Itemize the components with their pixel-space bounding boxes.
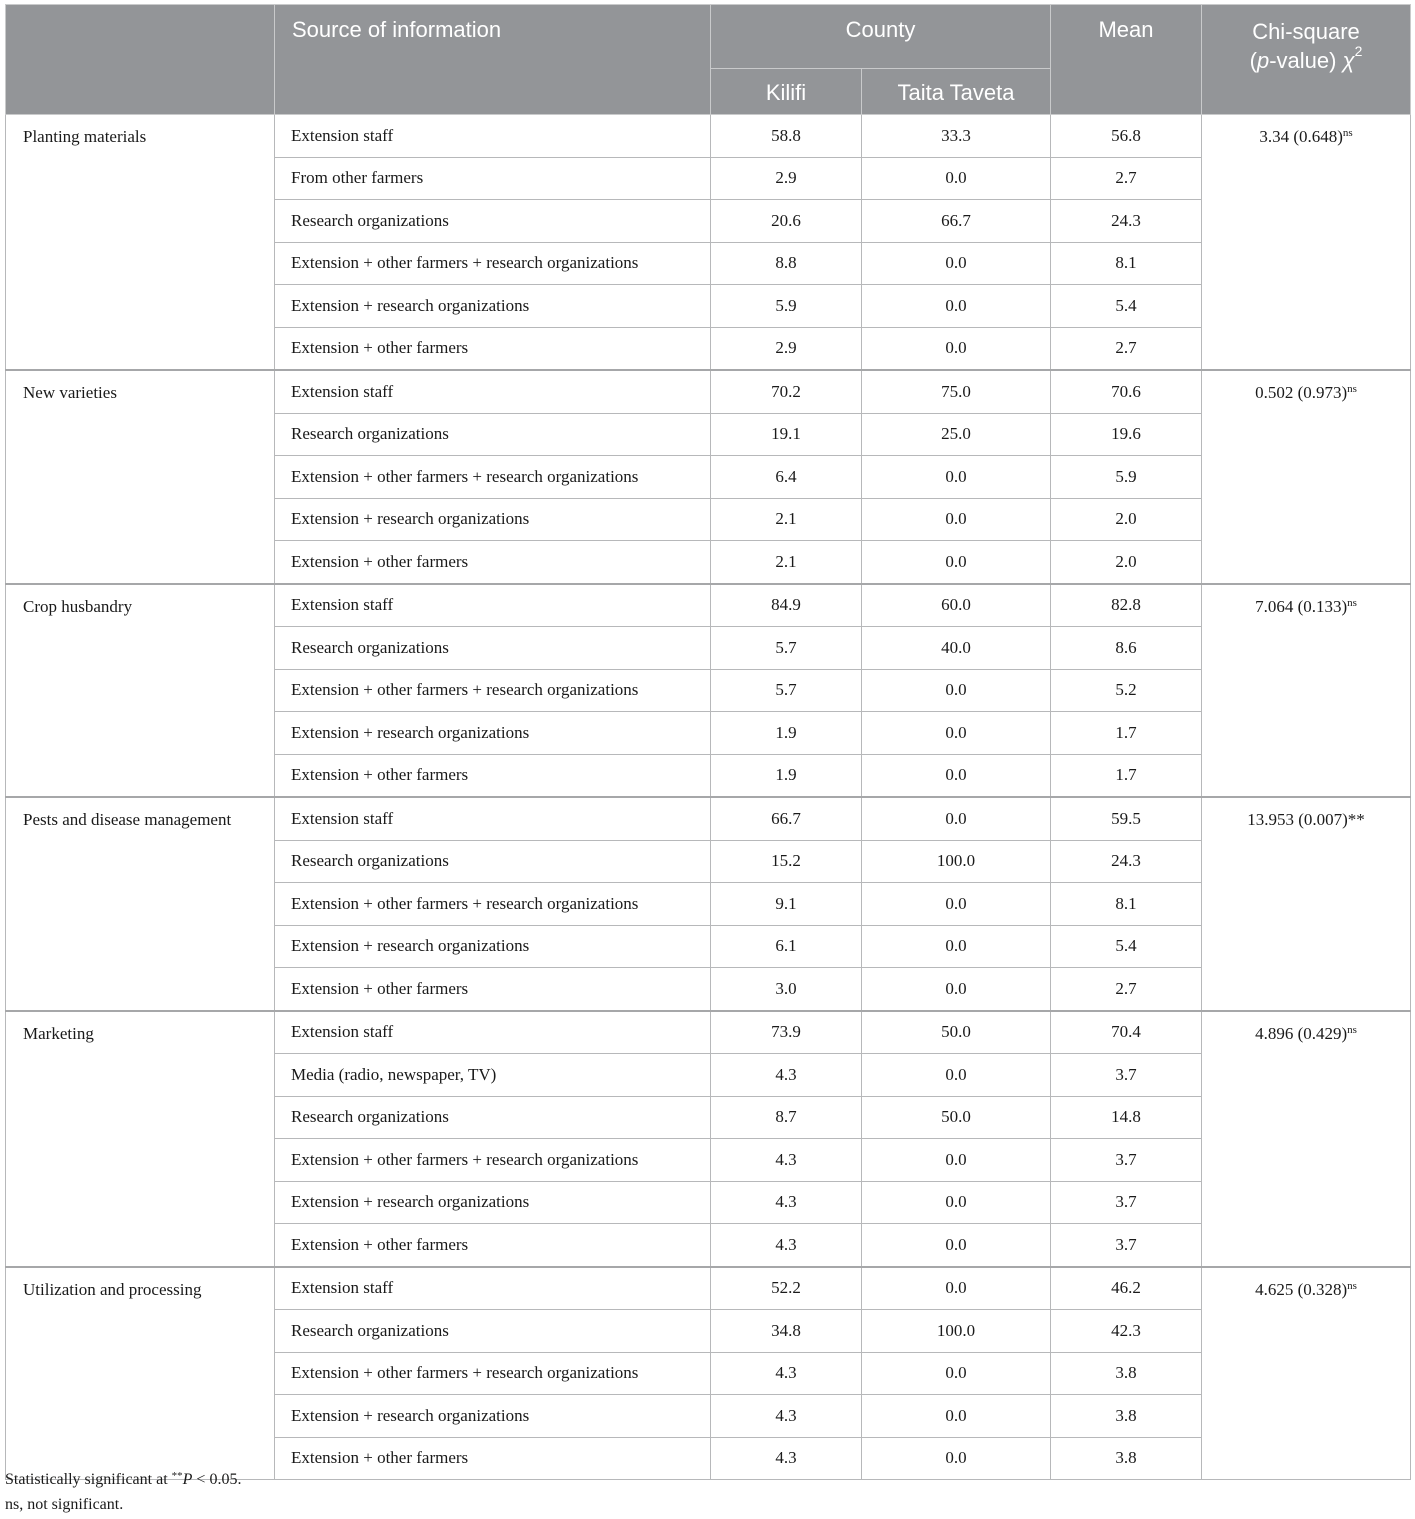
mean-cell: 24.3 [1051, 200, 1202, 243]
kilifi-cell: 2.1 [711, 541, 862, 584]
mean-cell: 2.0 [1051, 541, 1202, 584]
header-mean: Mean [1051, 5, 1202, 115]
taita-taveta-cell: 0.0 [862, 754, 1051, 797]
kilifi-cell: 66.7 [711, 797, 862, 840]
chi-square-cell [1202, 115, 1411, 371]
source-cell: Extension staff [275, 797, 711, 840]
kilifi-cell: 4.3 [711, 1139, 862, 1182]
chi-square-value: 13.953 (0.007)** [1247, 810, 1365, 829]
table-row [6, 370, 1411, 413]
mean-cell: 19.6 [1051, 413, 1202, 456]
footnote-significance [5, 1467, 241, 1492]
mean-cell: 5.4 [1051, 925, 1202, 968]
source-cell: Extension + other farmers + research organizations [275, 1352, 711, 1395]
kilifi-cell: 52.2 [711, 1267, 862, 1310]
category-cell: Marketing [6, 1011, 275, 1267]
mean-cell: 56.8 [1051, 115, 1202, 158]
mean-cell: 2.7 [1051, 327, 1202, 370]
source-cell: Extension + other farmers + research organizations [275, 242, 711, 285]
taita-taveta-cell: 0.0 [862, 1224, 1051, 1267]
kilifi-cell: 58.8 [711, 115, 862, 158]
kilifi-cell: 5.9 [711, 285, 862, 328]
category-cell: Crop husbandry [6, 584, 275, 798]
header-chi-symbol: χ [1342, 48, 1355, 73]
taita-taveta-cell: 0.0 [862, 883, 1051, 926]
kilifi-cell: 73.9 [711, 1011, 862, 1054]
information-sources-table [5, 4, 1411, 1480]
taita-taveta-cell: 33.3 [862, 115, 1051, 158]
taita-taveta-cell: 0.0 [862, 1437, 1051, 1480]
taita-taveta-cell: 0.0 [862, 327, 1051, 370]
kilifi-cell: 34.8 [711, 1310, 862, 1353]
source-cell: From other farmers [275, 157, 711, 200]
category-cell: New varieties [6, 370, 275, 584]
chi-square-value: 4.896 (0.429) [1255, 1023, 1348, 1043]
mean-cell: 3.8 [1051, 1395, 1202, 1438]
footnote-stars: ** [171, 1470, 183, 1482]
chi-square-cell [1202, 370, 1411, 584]
category-cell: Planting materials [6, 115, 275, 371]
kilifi-cell: 4.3 [711, 1352, 862, 1395]
source-cell: Extension staff [275, 584, 711, 627]
taita-taveta-cell: 0.0 [862, 456, 1051, 499]
mean-cell: 70.4 [1051, 1011, 1202, 1054]
source-cell: Extension + other farmers [275, 541, 711, 584]
footnote-ns: ns, not significant. [5, 1496, 124, 1513]
significance-mark: ns [1347, 596, 1357, 609]
source-cell: Extension + research organizations [275, 1181, 711, 1224]
taita-taveta-cell: 0.0 [862, 498, 1051, 541]
mean-cell: 3.7 [1051, 1054, 1202, 1097]
taita-taveta-cell: 60.0 [862, 584, 1051, 627]
header-taita-taveta: Taita Taveta [862, 69, 1051, 115]
kilifi-cell: 4.3 [711, 1224, 862, 1267]
taita-taveta-cell: 0.0 [862, 285, 1051, 328]
kilifi-cell: 6.4 [711, 456, 862, 499]
footnote-rest: < 0.05. [192, 1471, 242, 1488]
significance-mark: ns [1347, 1023, 1357, 1036]
source-cell: Extension + other farmers [275, 1437, 711, 1480]
taita-taveta-cell: 50.0 [862, 1096, 1051, 1139]
mean-cell: 70.6 [1051, 370, 1202, 413]
taita-taveta-cell: 50.0 [862, 1011, 1051, 1054]
taita-taveta-cell: 75.0 [862, 370, 1051, 413]
table-row [6, 1011, 1411, 1054]
kilifi-cell: 3.0 [711, 968, 862, 1011]
kilifi-cell: 8.8 [711, 242, 862, 285]
mean-cell: 1.7 [1051, 712, 1202, 755]
taita-taveta-cell: 100.0 [862, 1310, 1051, 1353]
taita-taveta-cell: 25.0 [862, 413, 1051, 456]
kilifi-cell: 8.7 [711, 1096, 862, 1139]
taita-taveta-cell: 0.0 [862, 1054, 1051, 1097]
taita-taveta-cell: 0.0 [862, 541, 1051, 584]
source-cell: Extension + other farmers + research organizations [275, 456, 711, 499]
kilifi-cell: 5.7 [711, 669, 862, 712]
kilifi-cell: 2.9 [711, 157, 862, 200]
table-row [6, 797, 1411, 840]
source-cell: Extension + other farmers + research organizations [275, 669, 711, 712]
kilifi-cell: 1.9 [711, 754, 862, 797]
chi-square-value: 4.625 (0.328) [1255, 1279, 1348, 1299]
kilifi-cell: 5.7 [711, 627, 862, 670]
taita-taveta-cell: 0.0 [862, 1395, 1051, 1438]
header-chi-line1: Chi-square [1252, 19, 1360, 44]
table-header [6, 5, 1411, 115]
footnote-prefix: Statistically significant at [5, 1471, 172, 1488]
footnotes [5, 1467, 241, 1517]
header-chi-p: p [1256, 48, 1270, 73]
source-cell: Extension + other farmers + research organizations [275, 883, 711, 926]
source-cell: Extension + research organizations [275, 498, 711, 541]
mean-cell: 8.1 [1051, 242, 1202, 285]
table-row [6, 1267, 1411, 1310]
mean-cell: 42.3 [1051, 1310, 1202, 1353]
source-cell: Extension + other farmers [275, 754, 711, 797]
kilifi-cell: 70.2 [711, 370, 862, 413]
source-cell: Research organizations [275, 840, 711, 883]
taita-taveta-cell: 0.0 [862, 797, 1051, 840]
kilifi-cell: 2.1 [711, 498, 862, 541]
taita-taveta-cell: 0.0 [862, 925, 1051, 968]
kilifi-cell: 4.3 [711, 1181, 862, 1224]
mean-cell: 2.7 [1051, 157, 1202, 200]
taita-taveta-cell: 40.0 [862, 627, 1051, 670]
mean-cell: 59.5 [1051, 797, 1202, 840]
source-cell: Extension staff [275, 115, 711, 158]
taita-taveta-cell: 0.0 [862, 712, 1051, 755]
header-chi-rest: -value) [1269, 48, 1337, 73]
taita-taveta-cell: 0.0 [862, 242, 1051, 285]
source-cell: Extension staff [275, 1267, 711, 1310]
header-chi-square [1202, 5, 1411, 115]
mean-cell: 14.8 [1051, 1096, 1202, 1139]
header-chi-open: ( [1249, 48, 1257, 73]
significance-mark: ns [1347, 1279, 1357, 1292]
taita-taveta-cell: 0.0 [862, 157, 1051, 200]
mean-cell: 3.8 [1051, 1437, 1202, 1480]
kilifi-cell: 1.9 [711, 712, 862, 755]
table-row [6, 115, 1411, 158]
source-cell: Extension + research organizations [275, 1395, 711, 1438]
mean-cell: 5.4 [1051, 285, 1202, 328]
source-cell: Extension + other farmers [275, 1224, 711, 1267]
source-cell: Extension + other farmers [275, 327, 711, 370]
chi-square-value: 7.064 (0.133) [1255, 596, 1348, 616]
significance-mark: ns [1342, 127, 1353, 139]
chi-square-cell [1202, 797, 1411, 1011]
taita-taveta-cell: 0.0 [862, 968, 1051, 1011]
source-cell: Research organizations [275, 1096, 711, 1139]
kilifi-cell: 19.1 [711, 413, 862, 456]
kilifi-cell: 84.9 [711, 584, 862, 627]
category-cell: Utilization and processing [6, 1267, 275, 1480]
mean-cell: 2.0 [1051, 498, 1202, 541]
chi-square-value: 3.34 (0.648) [1259, 127, 1343, 146]
mean-cell: 1.7 [1051, 754, 1202, 797]
table-body [6, 115, 1411, 1480]
chi-square-value: 0.502 (0.973) [1255, 383, 1348, 402]
chi-square-cell [1202, 1011, 1411, 1267]
source-cell: Research organizations [275, 413, 711, 456]
kilifi-cell: 4.3 [711, 1054, 862, 1097]
source-cell: Extension staff [275, 1011, 711, 1054]
source-cell: Research organizations [275, 1310, 711, 1353]
mean-cell: 24.3 [1051, 840, 1202, 883]
mean-cell: 8.1 [1051, 883, 1202, 926]
source-cell: Extension + research organizations [275, 925, 711, 968]
mean-cell: 82.8 [1051, 584, 1202, 627]
taita-taveta-cell: 100.0 [862, 840, 1051, 883]
taita-taveta-cell: 0.0 [862, 1139, 1051, 1182]
chi-square-cell [1202, 1267, 1411, 1480]
taita-taveta-cell: 66.7 [862, 200, 1051, 243]
source-cell: Extension + research organizations [275, 712, 711, 755]
mean-cell: 3.7 [1051, 1181, 1202, 1224]
header-source: Source of information [275, 5, 711, 115]
mean-cell: 3.8 [1051, 1352, 1202, 1395]
taita-taveta-cell: 0.0 [862, 1267, 1051, 1310]
kilifi-cell: 20.6 [711, 200, 862, 243]
kilifi-cell: 15.2 [711, 840, 862, 883]
source-cell: Extension + other farmers + research organizations [275, 1139, 711, 1182]
source-cell: Research organizations [275, 200, 711, 243]
kilifi-cell: 2.9 [711, 327, 862, 370]
source-cell: Research organizations [275, 627, 711, 670]
footnote-p: P [182, 1471, 193, 1488]
mean-cell: 3.7 [1051, 1224, 1202, 1267]
mean-cell: 2.7 [1051, 968, 1202, 1011]
kilifi-cell: 9.1 [711, 883, 862, 926]
taita-taveta-cell: 0.0 [862, 669, 1051, 712]
header-kilifi: Kilifi [711, 69, 862, 115]
header-county: County [711, 5, 1051, 69]
source-cell: Extension + research organizations [275, 285, 711, 328]
chi-square-cell [1202, 584, 1411, 798]
kilifi-cell: 4.3 [711, 1395, 862, 1438]
source-cell: Extension + other farmers [275, 968, 711, 1011]
mean-cell: 3.7 [1051, 1139, 1202, 1182]
taita-taveta-cell: 0.0 [862, 1352, 1051, 1395]
mean-cell: 5.2 [1051, 669, 1202, 712]
mean-cell: 46.2 [1051, 1267, 1202, 1310]
category-cell: Pests and disease management [6, 797, 275, 1011]
header-chi-exp: 2 [1354, 43, 1363, 59]
source-cell: Media (radio, newspaper, TV) [275, 1054, 711, 1097]
significance-mark: ns [1347, 383, 1357, 395]
mean-cell: 5.9 [1051, 456, 1202, 499]
taita-taveta-cell: 0.0 [862, 1181, 1051, 1224]
kilifi-cell: 6.1 [711, 925, 862, 968]
table-row [6, 584, 1411, 627]
kilifi-cell: 4.3 [711, 1437, 862, 1480]
mean-cell: 8.6 [1051, 627, 1202, 670]
source-cell: Extension staff [275, 370, 711, 413]
header-empty-cell [6, 5, 275, 115]
